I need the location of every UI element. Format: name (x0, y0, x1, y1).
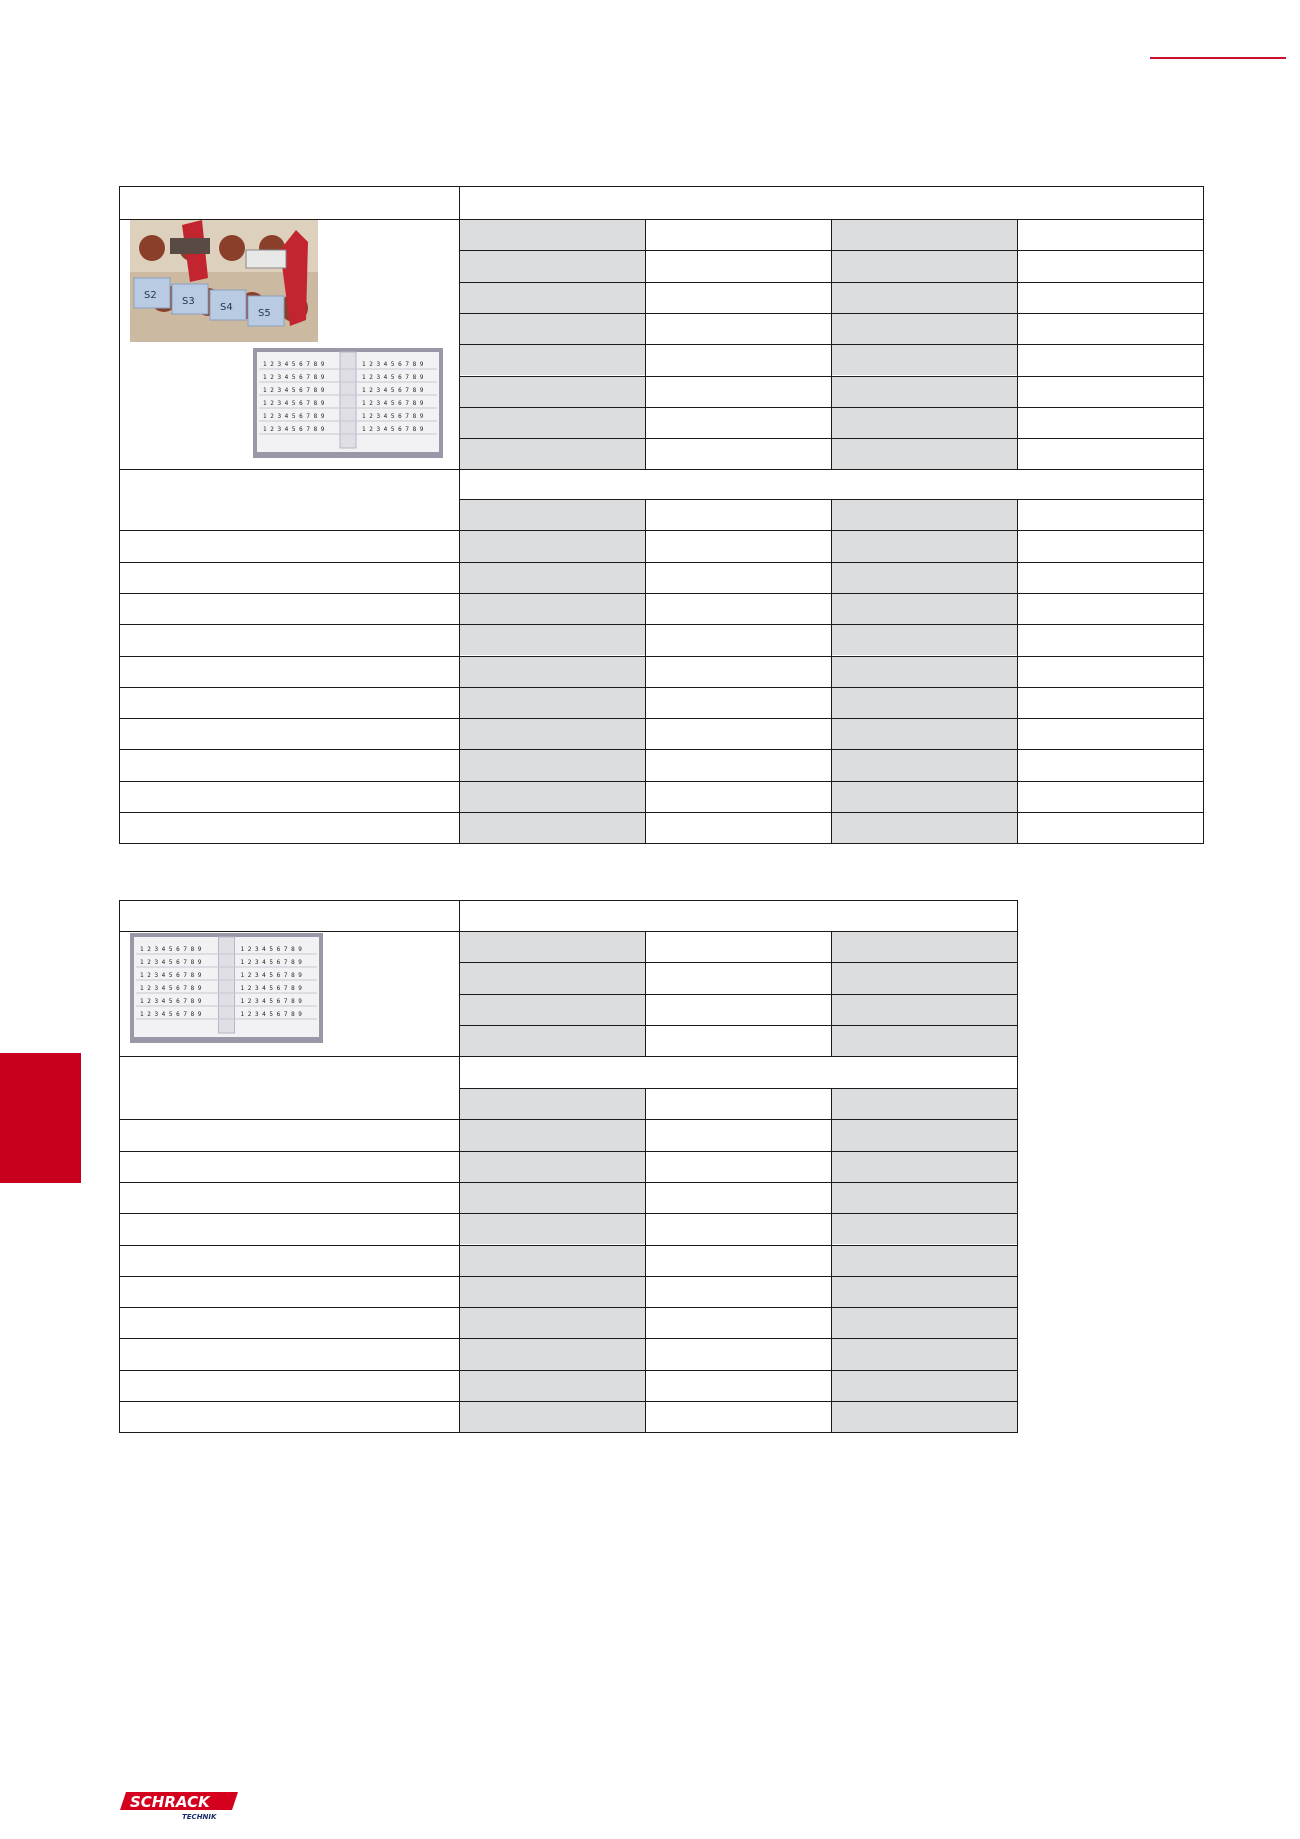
marker-digits: 1 2 3 4 5 6 7 8 9 (362, 426, 424, 433)
marker-digits: 1 2 3 4 5 6 7 8 9 (240, 998, 302, 1005)
marker-digits: 1 2 3 4 5 6 7 8 9 (140, 959, 202, 966)
terminal-label: S2 (144, 290, 157, 301)
marker-digits: 1 2 3 4 5 6 7 8 9 (140, 985, 202, 992)
marker-digits: 1 2 3 4 5 6 7 8 9 (140, 972, 202, 979)
marker-digits: 1 2 3 4 5 6 7 8 9 (362, 361, 424, 368)
logo-subtext: TECHNIK (182, 1813, 217, 1821)
header-rule (1150, 57, 1286, 59)
marker-digits: 1 2 3 4 5 6 7 8 9 (362, 400, 424, 407)
marker-strip-photo-2 (130, 933, 323, 1043)
marker-digits: 1 2 3 4 5 6 7 8 9 (240, 959, 302, 966)
terminal-block-photo (130, 220, 318, 342)
marker-digits: 1 2 3 4 5 6 7 8 9 (263, 374, 325, 381)
terminal-label: S4 (220, 302, 233, 313)
marker-strip-photo (253, 348, 443, 458)
marker-digits: 1 2 3 4 5 6 7 8 9 (240, 946, 302, 953)
marker-digits: 1 2 3 4 5 6 7 8 9 (140, 946, 202, 953)
marker-digits: 1 2 3 4 5 6 7 8 9 (240, 972, 302, 979)
terminal-label: S3 (182, 296, 195, 307)
marker-digits: 1 2 3 4 5 6 7 8 9 (240, 985, 302, 992)
marker-digits: 1 2 3 4 5 6 7 8 9 (140, 998, 202, 1005)
marker-digits: 1 2 3 4 5 6 7 8 9 (263, 400, 325, 407)
marker-digits: 1 2 3 4 5 6 7 8 9 (240, 1011, 302, 1018)
marker-digits: 1 2 3 4 5 6 7 8 9 (263, 387, 325, 394)
terminal-label: S5 (258, 308, 271, 319)
marker-digits: 1 2 3 4 5 6 7 8 9 (263, 426, 325, 433)
marker-digits: 1 2 3 4 5 6 7 8 9 (263, 361, 325, 368)
schrack-logo (120, 1788, 240, 1822)
marker-digits: 1 2 3 4 5 6 7 8 9 (362, 387, 424, 394)
marker-digits: 1 2 3 4 5 6 7 8 9 (140, 1011, 202, 1018)
marker-digits: 1 2 3 4 5 6 7 8 9 (263, 413, 325, 420)
marker-digits: 1 2 3 4 5 6 7 8 9 (362, 374, 424, 381)
marker-digits: 1 2 3 4 5 6 7 8 9 (362, 413, 424, 420)
chapter-tab (0, 1053, 81, 1183)
logo-text: SCHRACK (130, 1793, 210, 1811)
